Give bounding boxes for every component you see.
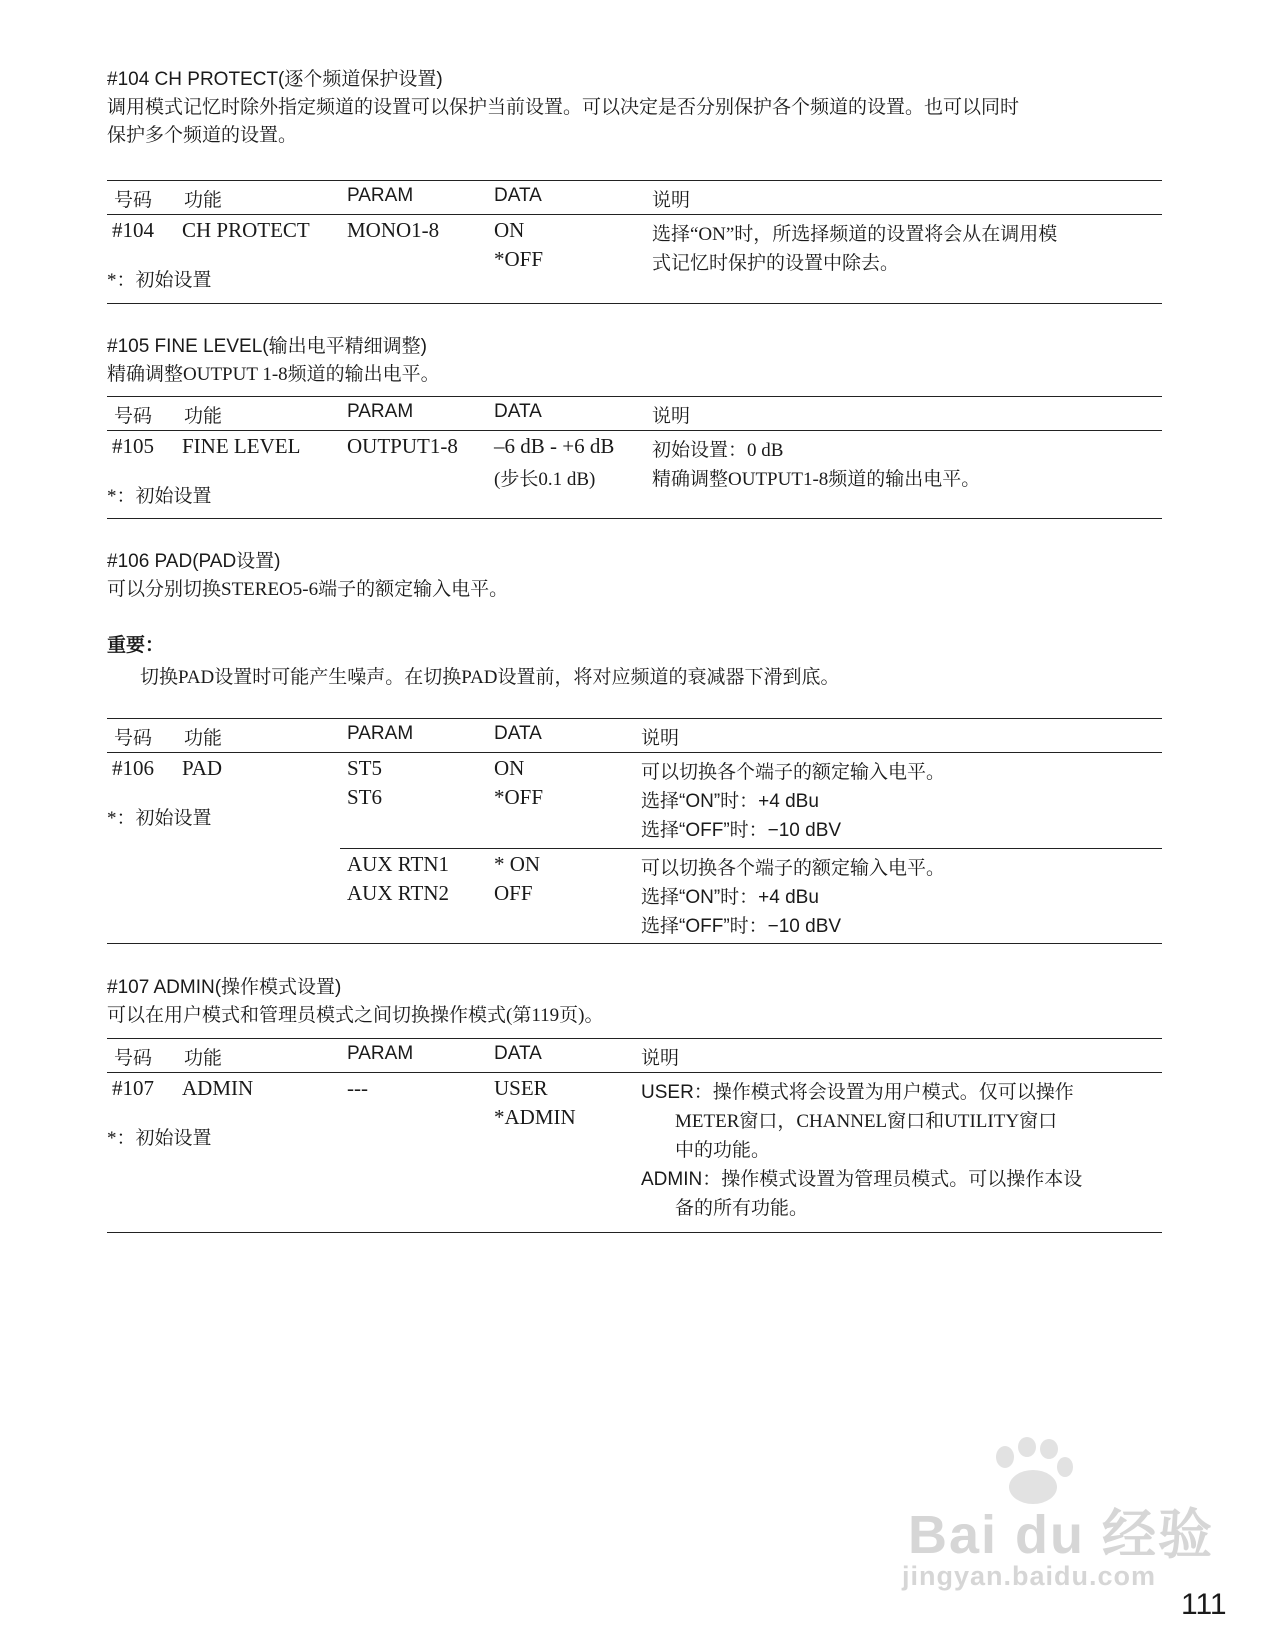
table-105-header-rule bbox=[107, 430, 1162, 431]
header-data: DATA bbox=[494, 401, 542, 422]
watermark-url: jingyan.baidu.com bbox=[902, 1561, 1157, 1591]
header-param: PARAM bbox=[347, 723, 414, 744]
row-104-desc-line1: 选择“ON”时，所选择频道的设置将会从在调用模 bbox=[652, 224, 1058, 245]
section-104-title: #104 CH PROTECT(逐个频道保护设置) bbox=[107, 69, 443, 90]
header-param: PARAM bbox=[347, 185, 414, 206]
header-no: 号码 bbox=[114, 406, 153, 427]
table-107-bottom-rule bbox=[107, 1232, 1162, 1233]
table-104-top-rule bbox=[107, 180, 1162, 181]
row-104-data-off: *OFF bbox=[494, 247, 544, 271]
row-105-param: OUTPUT1-8 bbox=[347, 434, 458, 458]
row-107-func: ADMIN bbox=[182, 1076, 254, 1100]
table-107-top-rule bbox=[107, 1038, 1162, 1039]
section-107-title: #107 ADMIN(操作模式设置) bbox=[107, 977, 342, 998]
row-104-desc-line2: 式记忆时保护的设置中除去。 bbox=[652, 253, 900, 274]
header-no: 号码 bbox=[114, 1048, 153, 1069]
row-106a-param-st5: ST5 bbox=[347, 756, 383, 780]
header-desc: 说明 bbox=[641, 1048, 680, 1069]
header-data: DATA bbox=[494, 723, 542, 744]
header-param: PARAM bbox=[347, 1043, 414, 1064]
row-107-no: #107 bbox=[112, 1076, 154, 1100]
row-105-func: FINE LEVEL bbox=[182, 434, 301, 458]
row-107-param: --- bbox=[347, 1076, 368, 1100]
table-106-row-divider bbox=[340, 848, 1162, 849]
section-106-intro: 可以分别切换STEREO5-6端子的额定输入电平。 bbox=[107, 579, 509, 600]
row-104-func: CH PROTECT bbox=[182, 218, 310, 242]
admin-label: ADMIN bbox=[641, 1169, 703, 1190]
row-105-data-range: –6 dB - +6 dB bbox=[494, 434, 615, 458]
row-106b-data-off: OFF bbox=[494, 881, 533, 905]
row-104-no: #104 bbox=[112, 218, 154, 242]
header-func: 功能 bbox=[184, 190, 223, 211]
row-106a-desc-line3: 选择“OFF”时：−10 dBV bbox=[641, 820, 842, 841]
row-106b-desc-line2: 选择“ON”时：+4 dBu bbox=[641, 887, 819, 908]
row-106a-data-on: ON bbox=[494, 756, 525, 780]
user-label: USER bbox=[641, 1082, 694, 1103]
table-107-header-rule bbox=[107, 1072, 1162, 1073]
row-107-desc-admin-line1 bbox=[641, 1164, 1082, 1191]
row-107-desc-user-line3: 中的功能。 bbox=[675, 1140, 771, 1161]
section-105-intro: 精确调整OUTPUT 1-8频道的输出电平。 bbox=[107, 364, 440, 385]
header-no: 号码 bbox=[114, 728, 153, 749]
row-104-initial-note: *：初始设置 bbox=[107, 270, 212, 291]
row-107-initial-note: *：初始设置 bbox=[107, 1128, 212, 1149]
row-104-data-on: ON bbox=[494, 218, 525, 242]
important-label: 重要： bbox=[107, 635, 165, 656]
row-106a-desc-line1: 可以切换各个端子的额定输入电平。 bbox=[641, 762, 946, 783]
section-104-intro-line1: 调用模式记忆时除外指定频道的设置可以保护当前设置。可以决定是否分别保护各个频道的设置。也可以同时 bbox=[107, 97, 1020, 118]
table-106-header-rule bbox=[107, 752, 1162, 753]
row-106-func: PAD bbox=[182, 756, 223, 780]
table-106-bottom-rule bbox=[107, 943, 1162, 944]
header-param: PARAM bbox=[347, 401, 414, 422]
header-func: 功能 bbox=[184, 1048, 223, 1069]
row-106b-data-on: * ON bbox=[494, 852, 541, 876]
header-func: 功能 bbox=[184, 406, 223, 427]
row-105-desc-line2: 精确调整OUTPUT1-8频道的输出电平。 bbox=[652, 469, 981, 490]
row-106b-param-auxrtn1: AUX RTN1 bbox=[347, 852, 449, 876]
watermark-brand: Bai du 经验 bbox=[908, 1505, 1215, 1565]
section-106-title: #106 PAD(PAD设置) bbox=[107, 551, 281, 572]
table-106-top-rule bbox=[107, 718, 1162, 719]
row-106a-param-st6: ST6 bbox=[347, 785, 383, 809]
table-105-bottom-rule bbox=[107, 518, 1162, 519]
admin-desc-text: ：操作模式设置为管理员模式。可以操作本设 bbox=[702, 1169, 1083, 1190]
row-106-no: #106 bbox=[112, 756, 154, 780]
table-105-top-rule bbox=[107, 396, 1162, 397]
header-desc: 说明 bbox=[652, 190, 691, 211]
row-104-param: MONO1-8 bbox=[347, 218, 440, 242]
row-105-initial-note: *：初始设置 bbox=[107, 486, 212, 507]
row-106b-param-auxrtn2: AUX RTN2 bbox=[347, 881, 449, 905]
row-106b-desc-line3: 选择“OFF”时：−10 dBV bbox=[641, 916, 842, 937]
row-107-data-admin: *ADMIN bbox=[494, 1105, 576, 1129]
row-105-desc-line1: 初始设置：0 dB bbox=[652, 440, 784, 461]
row-106b-desc-line1: 可以切换各个端子的额定输入电平。 bbox=[641, 858, 946, 879]
row-106a-data-off: *OFF bbox=[494, 785, 544, 809]
section-105-title: #105 FINE LEVEL(输出电平精细调整) bbox=[107, 336, 427, 357]
row-106-initial-note: *：初始设置 bbox=[107, 808, 212, 829]
row-105-data-step: (步长0.1 dB) bbox=[494, 469, 596, 490]
page-number: 111 bbox=[1181, 1588, 1227, 1621]
header-desc: 说明 bbox=[652, 406, 691, 427]
row-107-data-user: USER bbox=[494, 1076, 548, 1100]
row-106a-desc-line2: 选择“ON”时：+4 dBu bbox=[641, 791, 819, 812]
section-107-intro: 可以在用户模式和管理员模式之间切换操作模式(第119页)。 bbox=[107, 1005, 604, 1026]
important-text: 切换PAD设置时可能产生噪声。在切换PAD设置前，将对应频道的衰减器下滑到底。 bbox=[140, 667, 840, 688]
section-104-intro-line2: 保护多个频道的设置。 bbox=[107, 125, 298, 146]
header-no: 号码 bbox=[114, 190, 153, 211]
header-desc: 说明 bbox=[641, 728, 680, 749]
user-desc-text: ：操作模式将会设置为用户模式。仅可以操作 bbox=[693, 1082, 1074, 1103]
row-105-no: #105 bbox=[112, 434, 154, 458]
row-107-desc-admin-line2: 备的所有功能。 bbox=[675, 1198, 809, 1219]
row-107-desc-user-line2: METER窗口，CHANNEL窗口和UTILITY窗口 bbox=[675, 1111, 1058, 1132]
header-data: DATA bbox=[494, 1043, 542, 1064]
header-data: DATA bbox=[494, 185, 542, 206]
header-func: 功能 bbox=[184, 728, 223, 749]
row-107-desc-user-line1 bbox=[641, 1077, 1074, 1104]
table-104-header-rule bbox=[107, 214, 1162, 215]
table-104-bottom-rule bbox=[107, 303, 1162, 304]
